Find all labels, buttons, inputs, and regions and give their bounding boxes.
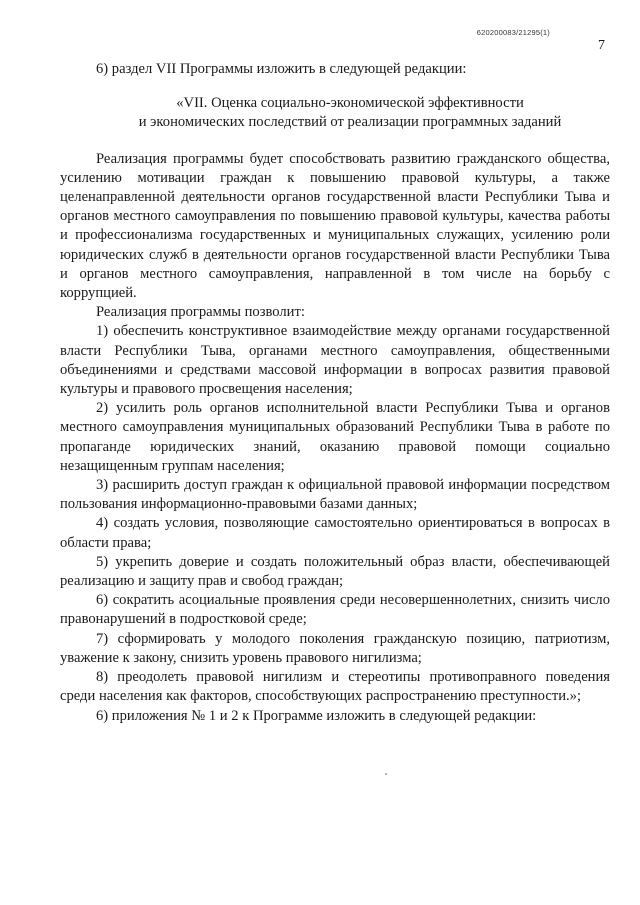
closing-paragraph: 6) приложения № 1 и 2 к Программе изложить в следующей редакции: xyxy=(96,707,537,724)
paragraph-1: Реализация программы будет способствовать развитию гражданского общества, усилению мотивации граждан к повышению правовой культуры, а также целенаправленной деятельности органов государственной власти Республики Тыва и органов местного самоуправления по повышению правовой культуры, качества работы и профессионализма государственных и муниципальных служащих, усилению роли юридических служб в деятельности органов государственной власти Республики Тыва и органов местного самоуправления, направленной в том числе на борьбу с коррупцией. xyxy=(60,150,610,302)
section-intro: 6) раздел VII Программы изложить в следующей редакции: xyxy=(96,61,467,77)
section-heading xyxy=(60,94,610,132)
heading-line-1: «VII. Оценка социально-экономической эффективности xyxy=(176,95,524,112)
list-item-6: 6) сократить асоциальные проявления среди несовершеннолетних, снизить число правонарушений в подростковой среде; xyxy=(60,592,610,628)
list-item-1: 1) обеспечить конструктивное взаимодействие между органами государственной власти Республики Тыва, органами местного самоуправления, общественными объединениями и средствами массовой информации в вопросах развития правовой культуры и правового просвещения населения; xyxy=(60,323,610,398)
list-item-8: 8) преодолеть правовой нигилизм и стереотипы противоправного поведения среди населения как факторов, способствующих распространению преступности.»; xyxy=(60,669,610,705)
heading-line-2: и экономических последствий от реализации программных заданий xyxy=(138,114,562,131)
list-item-3: 3) расширить доступ граждан к официальной правовой информации посредством пользования информационно-правовыми базами данных; xyxy=(60,477,610,513)
paragraph-2: Реализация программы позволит: xyxy=(96,304,305,321)
page-number: 7 xyxy=(598,38,605,53)
list-item-4: 4) создать условия, позволяющие самостоятельно ориентироваться в вопросах в области права; xyxy=(60,515,610,551)
list-item-5: 5) укрепить доверие и создать положительный образ власти, обеспечивающей реализацию и защиту прав и свобод граждан; xyxy=(60,553,610,590)
list-item-7: 7) сформировать у молодого поколения гражданскую позицию, патриотизм, уважение к закону, снизить уровень правового нигилизма; xyxy=(60,630,610,666)
scan-speck xyxy=(385,773,387,775)
document-body xyxy=(60,60,610,726)
list-item-2: 2) усилить роль органов исполнительной власти Республики Тыва и органов местного самоуправления муниципальных образований Республики Тыва в работе по пропаганде юридических знаний, оказанию правовой помощи социально незащищенным группам населения; xyxy=(60,400,610,474)
document-code: 620200083/21295(1) xyxy=(476,28,550,37)
